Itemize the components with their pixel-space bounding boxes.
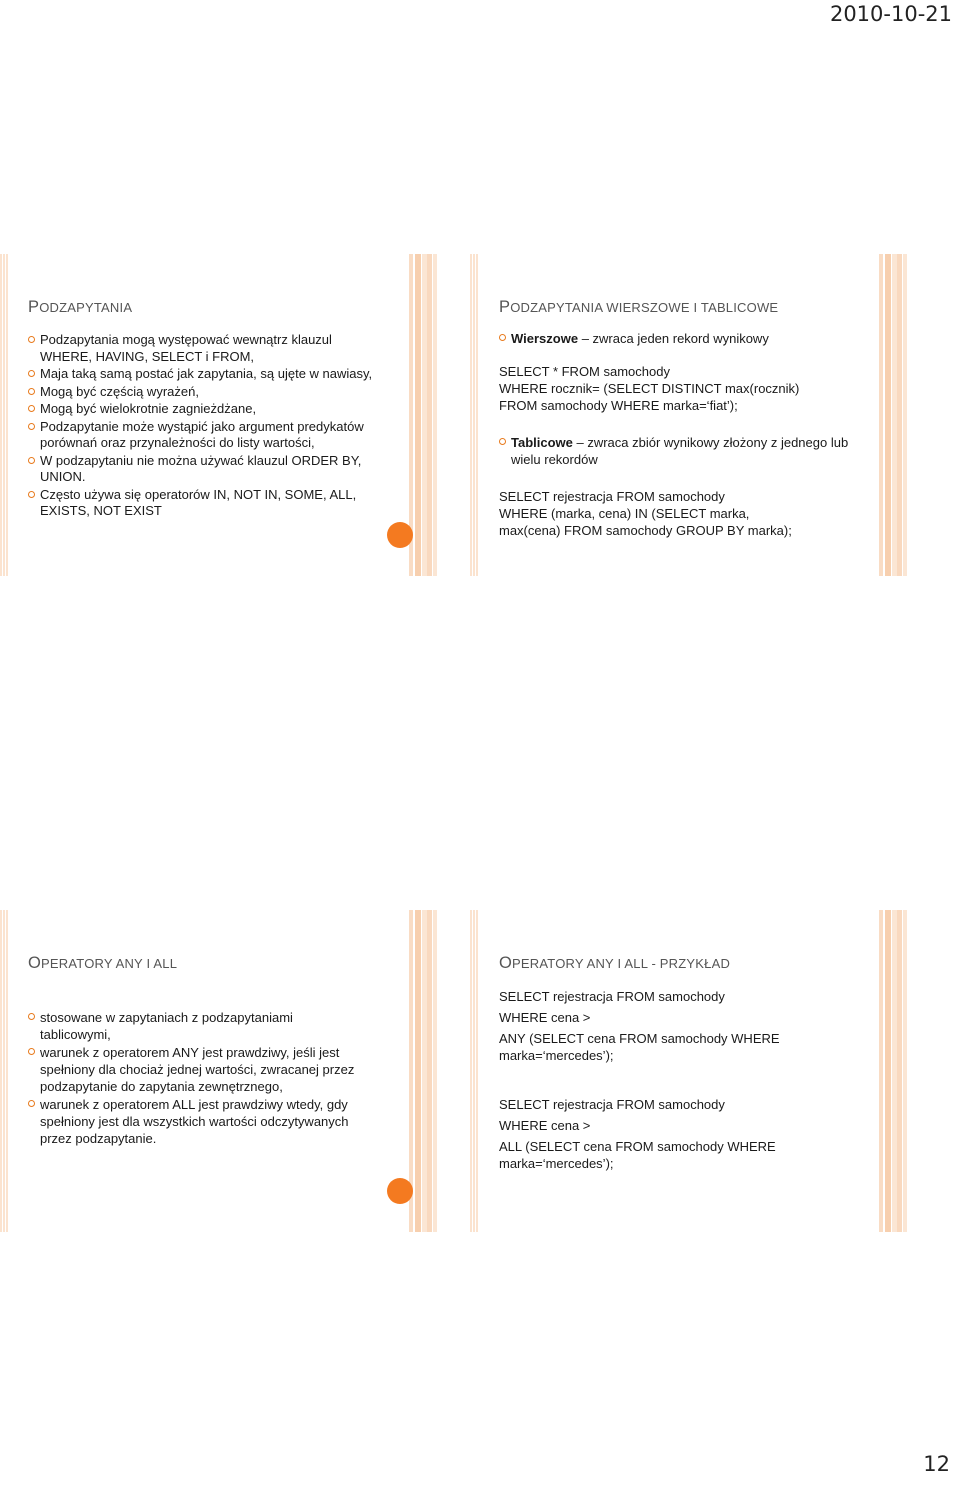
slide-operatory-any-all <box>0 910 437 1232</box>
bullet-icon <box>28 336 35 343</box>
list-item: Mogą być wielokrotnie zagnieżdżane, <box>28 401 380 418</box>
bullet-icon <box>28 491 35 498</box>
slide-left-stripe <box>470 910 478 1232</box>
code-line: WHERE (marka, cena) IN (SELECT marka, <box>499 506 750 521</box>
slide-operatory-przyklad <box>470 910 907 1232</box>
bullet-icon <box>28 388 35 395</box>
list-item: Często używa się operatorów IN, NOT IN, SOME, ALL, EXISTS, NOT EXIST <box>28 487 380 520</box>
code-line: SELECT * FROM samochody <box>499 364 670 379</box>
bullet-icon <box>28 370 35 377</box>
slide-title: PODZAPYTANIA <box>28 298 133 316</box>
bullet-icon <box>28 423 35 430</box>
bullet-icon <box>28 405 35 412</box>
bullet-icon <box>499 334 506 341</box>
code-line: FROM samochody WHERE marka=‘fiat’); <box>499 398 738 413</box>
code-line: WHERE rocznik= (SELECT DISTINCT max(rocznik) <box>499 381 800 396</box>
code-line: WHERE cena > <box>499 1010 591 1025</box>
code-line: SELECT rejestracja FROM samochody <box>499 989 725 1004</box>
orange-dot-icon <box>387 1178 413 1204</box>
slide-podzapytania-wierszowe <box>470 254 907 576</box>
bullet-list <box>28 1009 358 1148</box>
bullet-icon <box>28 1048 35 1055</box>
page-number: 12 <box>923 1452 950 1476</box>
bullet-list <box>28 332 380 521</box>
list-item: Podzapytania mogą występować wewnątrz klauzul WHERE, HAVING, SELECT i FROM, <box>28 332 380 365</box>
slide-left-stripe <box>470 254 478 576</box>
bullet-icon <box>28 457 35 464</box>
slide-content <box>499 330 869 539</box>
slide-right-stripe <box>875 254 907 576</box>
list-item: Wierszowe – zwraca jeden rekord wynikowy <box>499 330 869 347</box>
list-item: Mogą być częścią wyrażeń, <box>28 384 380 401</box>
bullet-icon <box>28 1100 35 1107</box>
bullet-icon <box>28 1013 35 1020</box>
slide-podzapytania <box>0 254 437 576</box>
slide-title: OPERATORY ANY I ALL - PRZYKŁAD <box>499 954 731 972</box>
list-item: W podzapytaniu nie można używać klauzul ORDER BY, UNION. <box>28 453 380 486</box>
code-line: SELECT rejestracja FROM samochody <box>499 1097 725 1112</box>
slide-title: PODZAPYTANIA WIERSZOWE I TABLICOWE <box>499 298 779 316</box>
list-item: warunek z operatorem ALL jest prawdziwy wtedy, gdy spełniony jest dla wszystkich wartości odczytywanych przez podzapytanie. <box>28 1096 358 1147</box>
slide-left-stripe <box>0 910 8 1232</box>
slide-left-stripe <box>0 254 8 576</box>
list-item: Tablicowe – zwraca zbiór wynikowy złożony z jednego lub wielu rekordów <box>499 434 869 468</box>
orange-dot-icon <box>387 522 413 548</box>
slide-title: OPERATORY ANY I ALL <box>28 954 178 972</box>
list-item: Maja taką samą postać jak zapytania, są ujęte w nawiasy, <box>28 366 380 383</box>
list-item: warunek z operatorem ANY jest prawdziwy, jeśli jest spełniony dla chociaż jednej wartości, zwracanej przez podzapytanie do zapytania zewnętrznego, <box>28 1044 358 1095</box>
code-line: max(cena) FROM samochody GROUP BY marka); <box>499 523 792 538</box>
code-line: ALL (SELECT cena FROM samochody WHERE marka=‘mercedes’); <box>499 1139 776 1171</box>
slide-content <box>499 988 839 1176</box>
list-item: Podzapytanie może wystąpić jako argument predykatów porównań oraz przynależności do listy wartości, <box>28 419 380 452</box>
page-date: 2010-10-21 <box>829 2 952 26</box>
slide-right-stripe <box>875 910 907 1232</box>
code-line: SELECT rejestracja FROM samochody <box>499 489 725 504</box>
code-line: WHERE cena > <box>499 1118 591 1133</box>
list-item: stosowane w zapytaniach z podzapytaniami tablicowymi, <box>28 1009 358 1043</box>
bullet-icon <box>499 438 506 445</box>
code-line: ANY (SELECT cena FROM samochody WHERE marka=‘mercedes’); <box>499 1031 780 1063</box>
